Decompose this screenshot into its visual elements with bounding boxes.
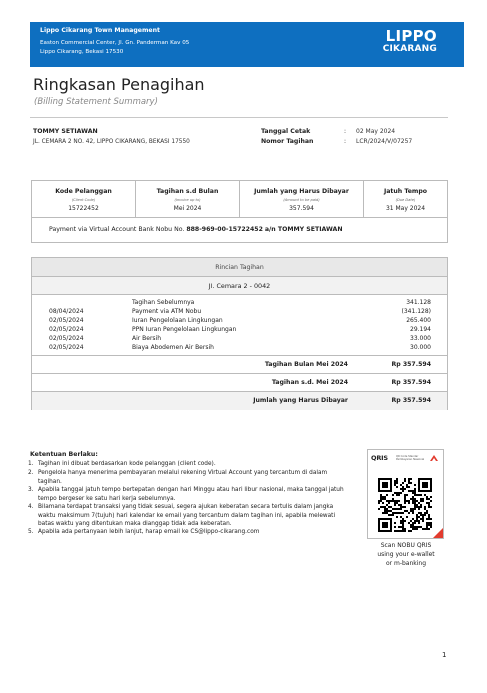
print-date-colon: : xyxy=(344,128,347,135)
term-number: 4. xyxy=(28,504,34,510)
term-item xyxy=(28,486,348,504)
red-corner-accent xyxy=(433,528,443,538)
term-item xyxy=(28,528,348,537)
row-description: Biaya Abodemen Air Bersih xyxy=(132,344,214,351)
customer-name: TOMMY SETIAWAN xyxy=(33,128,98,135)
term-number: 2. xyxy=(28,470,34,476)
row-amount: 265.400 xyxy=(406,317,431,324)
terms-title: Ketentuan Berlaku: xyxy=(30,451,98,458)
client-code-value: 15722452 xyxy=(68,205,99,212)
row-amount: 30.000 xyxy=(410,344,431,351)
due-date-value: 31 May 2024 xyxy=(385,205,426,212)
customer-address: JL. CEMARA 2 NO. 42, LIPPO CIKARANG, BEKASI 17550 xyxy=(33,139,190,145)
summary-label: Tagihan s.d. Mei 2024 xyxy=(271,379,348,386)
term-text: Pengelola hanya menerima pembayaran melalui rekening Virtual Account yang tercantum di dalam tagihan. xyxy=(38,470,328,485)
payment-instruction xyxy=(49,226,343,233)
account-holder: a/n TOMMY SETIAWAN xyxy=(264,226,343,233)
term-item xyxy=(28,469,348,487)
invoice-number-colon: : xyxy=(344,138,347,145)
qr-instruction xyxy=(361,541,451,568)
company-address-line1: Easton Commercial Center, Jl. Gn. Panderman Kav 05 xyxy=(40,40,190,46)
row-description: Payment via ATM Nobu xyxy=(132,308,202,315)
row-description: PPN Iuran Pengelolaan Lingkungan xyxy=(132,326,237,333)
row-amount: 29.194 xyxy=(410,326,431,333)
term-item xyxy=(28,460,348,469)
summary-value: Rp 357.594 xyxy=(391,361,431,368)
summary-value: Rp 357.594 xyxy=(391,379,431,386)
qr-code-icon[interactable] xyxy=(378,478,432,532)
summary-row-total xyxy=(32,391,447,410)
print-date-value: 02 May 2024 xyxy=(356,128,396,135)
virtual-account-number: 888-969-00-15722452 xyxy=(186,226,263,233)
term-number: 5. xyxy=(28,529,34,535)
row-description: Air Bersih xyxy=(132,335,162,342)
qris-card xyxy=(367,449,444,539)
summary-value: Rp 357.594 xyxy=(391,397,431,404)
row-date: 08/04/2024 xyxy=(49,308,84,315)
row-description: Tagihan Sebelumnya xyxy=(132,299,195,306)
qris-caption: QR Code Standar Pembayaran Nasional xyxy=(396,455,425,462)
invoice-up-to-value: Mei 2024 xyxy=(173,205,202,212)
invoice-up-to-label: Tagihan s.d Bulan xyxy=(156,188,219,195)
due-date-label: Jatuh Tempo xyxy=(383,188,428,195)
company-address-line2: Lippo Cikarang, Bekasi 17530 xyxy=(40,49,124,55)
qr-instruction-line2: using your e-wallet xyxy=(377,551,435,558)
billing-detail-heading: Rincian Tagihan xyxy=(32,258,447,277)
billing-unit-label: Jl. Cemara 2 - 0042 xyxy=(32,277,447,295)
amount-due-value: 357.594 xyxy=(289,205,314,212)
summary-label: Tagihan Bulan Mei 2024 xyxy=(264,361,348,368)
page-number: 1 xyxy=(442,651,447,659)
invoice-number-value: LCR/2024/V/07257 xyxy=(356,138,413,145)
row-date: 02/05/2024 xyxy=(49,335,84,342)
company-name: Lippo Cikarang Town Management xyxy=(40,27,160,34)
amount-due-cell xyxy=(240,181,364,218)
logo-cikarang: CIKARANG xyxy=(382,44,437,54)
term-text: Bilamana terdapat transaksi yang tidak sesuai, segera ajukan keberatan secara tertulis dalam jangka waktu maksimum 7(tujuh) hari kalendar ke email yang tercantum dalam tagihan ini, apabila melewati batas waktu yang ditentukan maka dianggap tidak ada keberatan. xyxy=(38,504,336,528)
row-amount: 33.000 xyxy=(410,335,431,342)
term-text: Apabila tanggal jatuh tempo bertepatan dengan hari Minggu atau hari libur nasional, maka tanggal jatuh tempo bergeser ke satu hari kerja sebelumnya. xyxy=(38,487,344,502)
row-amount: (341.128) xyxy=(401,308,431,315)
divider xyxy=(30,117,448,118)
row-description: Iuran Pengelolaan Lingkungan xyxy=(132,317,223,324)
letterhead-banner xyxy=(30,22,464,67)
row-date: 02/05/2024 xyxy=(49,317,84,324)
qr-instruction-line3: or m-banking xyxy=(385,560,427,567)
billing-detail-table xyxy=(31,257,448,410)
qr-instruction-line1: Scan NOBU QRIS xyxy=(380,542,432,549)
payment-prefix: Payment via Virtual Account Bank Nobu No. xyxy=(49,226,185,233)
summary-info-box xyxy=(31,180,448,218)
client-code-cell xyxy=(32,181,136,218)
client-code-sublabel: (Client Code) xyxy=(71,198,96,202)
client-code-label: Kode Pelanggan xyxy=(55,188,112,195)
summary-row-cumulative xyxy=(32,373,447,391)
term-item xyxy=(28,503,348,529)
row-amount: 341.128 xyxy=(406,299,431,306)
invoice-number-label: Nomor Tagihan xyxy=(261,138,314,145)
document-title: Ringkasan Penagihan xyxy=(33,75,205,94)
invoice-up-to-sublabel: (Invoice up to) xyxy=(174,198,201,202)
qris-logo: QRIS xyxy=(371,454,388,462)
due-date-sublabel: (Due Date) xyxy=(395,198,416,202)
term-text: Apabila ada pertanyaan lebih lanjut, harap email ke CS@lippo-cikarang.com xyxy=(38,529,260,535)
due-date-cell xyxy=(364,181,447,218)
summary-row-month xyxy=(32,355,447,373)
term-number: 1. xyxy=(28,461,34,467)
invoice-up-to-cell xyxy=(136,181,240,218)
gpn-logo-icon xyxy=(429,453,439,463)
amount-due-label: Jumlah yang Harus Dibayar xyxy=(254,188,349,195)
print-date-label: Tanggal Cetak xyxy=(261,128,311,135)
row-date: 02/05/2024 xyxy=(49,326,84,333)
amount-due-sublabel: (Amount to be paid) xyxy=(283,198,320,202)
row-date: 02/05/2024 xyxy=(49,344,84,351)
payment-instruction-box xyxy=(31,218,448,243)
term-number: 3. xyxy=(28,487,34,493)
document-subtitle: (Billing Statement Summary) xyxy=(34,97,158,107)
logo-lippo: LIPPO xyxy=(385,27,437,45)
summary-label: Jumlah yang Harus Dibayar xyxy=(253,397,348,404)
term-text: Tagihan ini dibuat berdasarkan kode pelanggan (client code). xyxy=(38,461,216,467)
